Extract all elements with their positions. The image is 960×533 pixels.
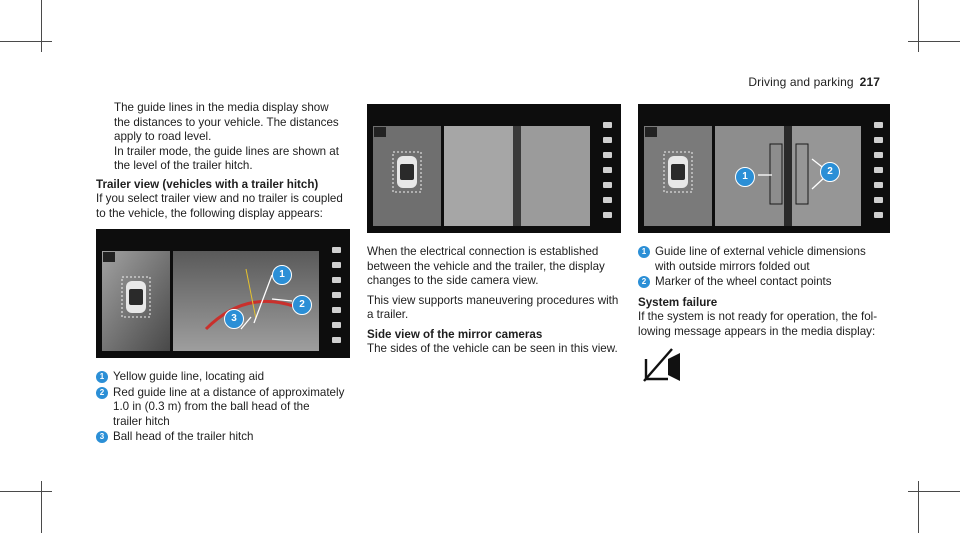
trailer-view-image [96,229,350,358]
legend-text: Marker of the wheel contact points [655,275,832,288]
figure-legend-1 [96,370,366,446]
crop-mark [918,0,919,52]
legend-text: 1.0 in (0.3 m) from the ball head of the [113,400,310,413]
legend-item [638,275,908,290]
intro-paragraph [96,101,366,174]
text-line: the level of the trailer hitch. [114,159,253,172]
crop-mark [918,481,919,533]
legend-text: with outside mirrors folded out [655,259,810,273]
callout-badge-1: 1 [735,167,755,187]
camera-off-icon [638,345,684,385]
section-heading: Trailer view (vehicles with a trailer hitch) [96,177,319,191]
section-heading: Side view of the mirror cameras [367,327,543,341]
legend-text: trailer hitch [113,414,170,428]
text-line: lowing message appears in the media display: [638,324,876,338]
legend-text: Guide line of external vehicle dimensions [655,245,866,258]
crop-mark [41,0,42,52]
text-line: If the system is not ready for operation, the fol- [638,310,878,323]
column-2 [367,245,637,357]
page-number: 217 [859,75,880,89]
text-line: In trailer mode, the guide lines are shown at [114,144,339,158]
legend-item [638,245,908,274]
text-line: When the electrical connection is established [367,245,599,258]
guide-lines-figure [638,104,890,233]
page-header [748,75,880,89]
text-line: The guide lines in the media display show [114,101,329,114]
side-camera-figure [367,104,621,233]
section-heading: System failure [638,295,718,309]
trailer-view-figure [96,229,350,358]
crop-mark [0,41,52,42]
legend-number-badge: 2 [96,387,108,399]
text-line: apply to road level. [114,130,212,143]
legend-item [96,370,366,385]
section-title: Driving and parking [748,75,854,89]
text-line: between the vehicle and the trailer, the display [367,259,605,273]
text-line: If you select trailer view and no trailer is coupled [96,192,343,205]
text-line: This view supports maneuvering procedures with [367,293,619,307]
text-line: to the vehicle, the following display appears: [96,206,323,220]
legend-text: Red guide line at a distance of approximately [113,385,345,399]
guide-lines-image [638,104,890,233]
callout-badge-1: 1 [272,265,292,285]
crop-mark [908,41,960,42]
legend-item [96,430,366,445]
text-line: The sides of the vehicle can be seen in this view. [367,342,618,355]
side-camera-image [367,104,621,233]
legend-number-badge: 1 [96,371,108,383]
legend-number-badge: 2 [638,276,650,288]
callout-badge-2: 2 [292,295,312,315]
callout-badge-2: 2 [820,162,840,182]
crop-mark [908,491,960,492]
text-line: a trailer. [367,308,409,321]
legend-text: Ball head of the trailer hitch [113,430,254,443]
legend-text: Yellow guide line, locating aid [113,370,265,383]
legend-item [96,386,366,430]
crop-mark [41,481,42,533]
column-3 [638,245,908,339]
legend-number-badge: 1 [638,246,650,258]
text-line: the distances to your vehicle. The distances [114,115,339,129]
callout-badge-3: 3 [224,309,244,329]
text-line: changes to the side camera view. [367,274,539,287]
column-1 [96,101,366,221]
legend-number-badge: 3 [96,431,108,443]
crop-mark [0,491,52,492]
